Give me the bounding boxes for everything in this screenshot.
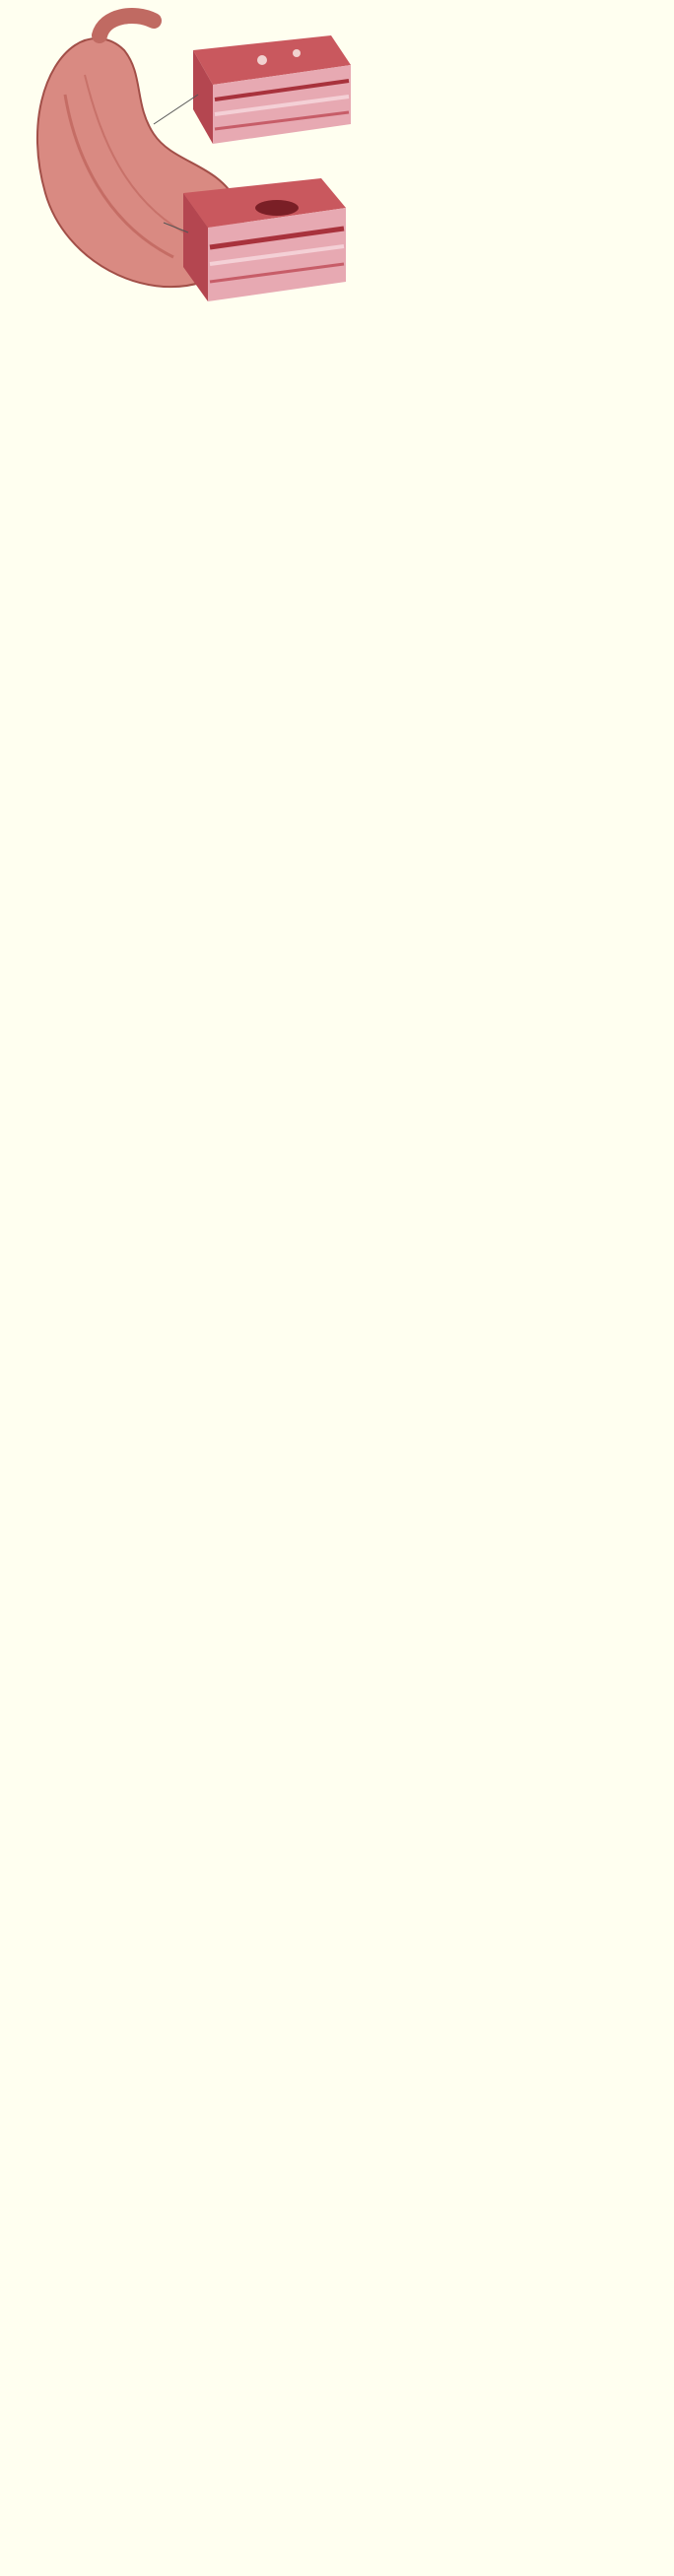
list-item (8, 1202, 666, 1216)
diet-list (8, 587, 666, 806)
section-diet-title (8, 540, 666, 554)
section-detail-title (8, 414, 666, 428)
right-paragraph-2 (374, 51, 666, 65)
list-item (8, 760, 666, 774)
high-acid-forbidden-list (8, 843, 666, 889)
folk-paragraph-4 (8, 1344, 666, 1357)
list-item (8, 859, 666, 873)
low-acid-paragraph-2 (8, 1088, 666, 1101)
low-acid-list (8, 952, 666, 1076)
list-item (8, 1062, 666, 1076)
intro-paragraph-1 (8, 335, 666, 349)
list-item (8, 729, 666, 743)
folk-paragraph-2 (8, 1292, 666, 1306)
list-item (8, 666, 666, 680)
list-item (8, 843, 666, 857)
list-item (8, 952, 666, 965)
list-item (8, 682, 666, 695)
folk-paragraph-5 (8, 1369, 666, 1383)
stomach-illustration (6, 6, 371, 311)
list-item (8, 1170, 666, 1184)
list-item (8, 603, 666, 617)
intro-paragraph-3 (8, 386, 666, 400)
list-item (8, 650, 666, 664)
folk-paragraph-1 (8, 1267, 666, 1281)
list-item (8, 587, 666, 601)
list-item (8, 1186, 666, 1200)
list-item (8, 875, 666, 889)
list-item (8, 776, 666, 790)
article-body (0, 335, 674, 1434)
detail-paragraph-2 (8, 461, 666, 475)
detail-paragraph-1 (8, 435, 666, 449)
top-section (0, 0, 674, 335)
folk-paragraph-7 (8, 1420, 666, 1434)
list-item (8, 697, 666, 711)
detail-paragraph-4 (8, 512, 666, 526)
list-item (8, 1155, 666, 1168)
low-acid-title (8, 902, 666, 916)
detail-paragraph-3 (8, 487, 666, 500)
list-item (8, 999, 666, 1013)
list-item (8, 619, 666, 632)
section-folk-title (8, 1245, 666, 1259)
common-rules-title (8, 1115, 666, 1129)
intro-paragraph-2 (8, 361, 666, 374)
low-acid-paragraph-1 (8, 926, 666, 940)
list-item (8, 634, 666, 648)
list-item (8, 792, 666, 806)
list-item (8, 1218, 666, 1231)
list-item (8, 1139, 666, 1153)
high-acid-forbidden-title (8, 820, 666, 833)
folk-paragraph-3 (8, 1318, 666, 1332)
list-item (8, 1030, 666, 1044)
list-item (8, 1046, 666, 1060)
why-heading (374, 6, 666, 20)
list-item (8, 983, 666, 997)
folk-paragraph-6 (8, 1395, 666, 1409)
intro-right-column (374, 6, 666, 75)
right-paragraph-1 (374, 28, 666, 41)
list-item (8, 1015, 666, 1028)
common-rules-list (8, 1139, 666, 1231)
list-item (8, 745, 666, 759)
list-item (8, 713, 666, 727)
diet-paragraph-1 (8, 561, 666, 575)
list-item (8, 967, 666, 981)
stomach-drawing (6, 6, 371, 311)
